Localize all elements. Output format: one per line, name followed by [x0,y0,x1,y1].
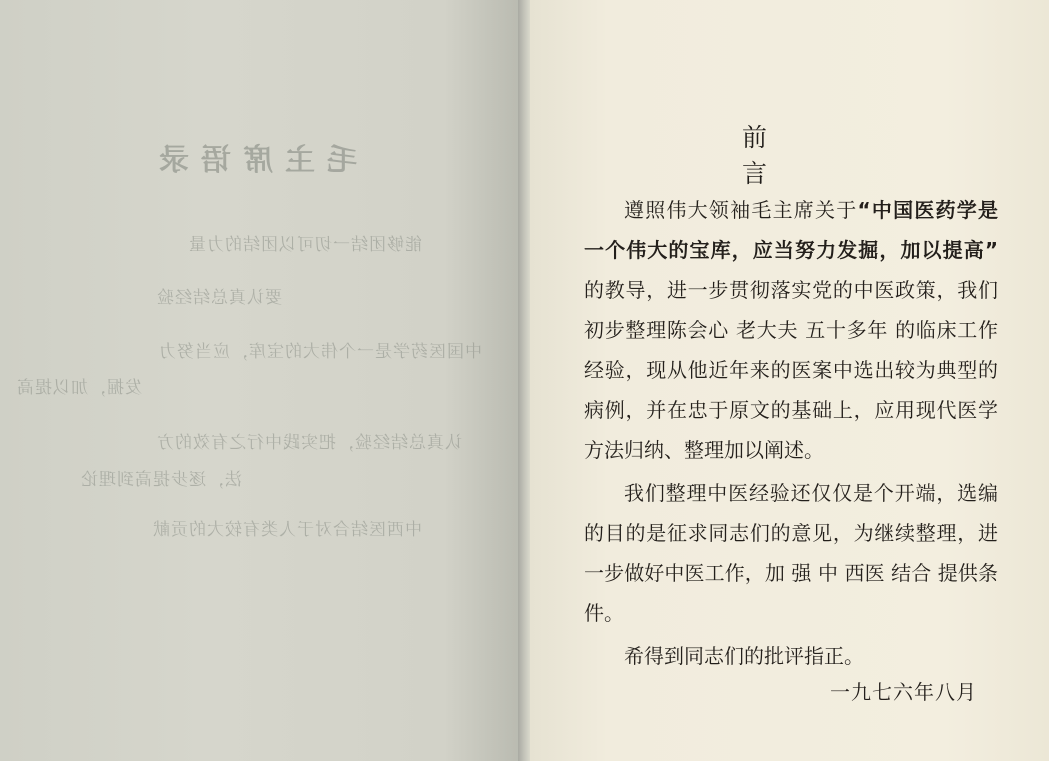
paragraph-2-line-3: 一步做好中医工作，加 强 中 西医 结合 提供条 [584,561,998,585]
paragraph-2-line-4: 件。 [584,601,624,625]
paragraph-1-line-5: 经验，现从他近年来的医案中选出较为典型的 [584,358,998,382]
paragraph-2-line-1: 我们整理中医经验还仅仅是个开端，选编 [624,481,998,505]
preface-date: 一九七六年八月 [830,680,977,704]
paragraph-1-line-1-plain: 遵照伟大领袖毛主席关于 [624,198,858,222]
paragraph-1-line-7: 方法归纳、整理加以阐述。 [584,438,824,462]
left-page-line: 中西医结合对于人类有较大的贡献 [152,520,422,540]
left-page-line: 法，逐步提高到理论 [80,470,242,490]
left-page-line: 能够团结一切可以团结的力量 [188,235,422,255]
paragraph-1-line-6: 病例，并在忠于原文的基础上，应用现代医学 [584,398,998,422]
left-page-line: 中国医药学是一个伟大的宝库，应当努力 [158,342,482,362]
left-page-show-through [0,0,522,761]
left-page [0,0,522,761]
page-title: 前言 [742,123,818,188]
left-page-line: 认真总结经验，把实践中行之有效的方 [156,433,462,453]
paragraph-3-line-1: 希得到同志们的批评指正。 [624,644,864,668]
paragraph-1-line-1-bold: “中国医药学是 [857,198,999,222]
paragraph-1-line-2 [584,230,998,270]
paragraph-1-line-3: 的教导，进一步贯彻落实党的中医政策，我们 [584,278,998,302]
paragraph-1-line-2-bold: 一个伟大的宝库，应当努力发掘，加以提高” [584,238,998,262]
paragraph-1-line-4: 初步整理陈会心 老大夫 五十多年 的临床工作 [584,318,998,342]
paragraph-1-line-1 [624,190,998,230]
left-page-title: 毛主席语录 [147,143,357,178]
left-page-line: 发掘，加以提高 [16,378,142,398]
paragraph-2-line-2: 的目的是征求同志们的意见，为继续整理，进 [584,521,998,545]
left-page-line: 要认真总结经验 [156,288,282,308]
